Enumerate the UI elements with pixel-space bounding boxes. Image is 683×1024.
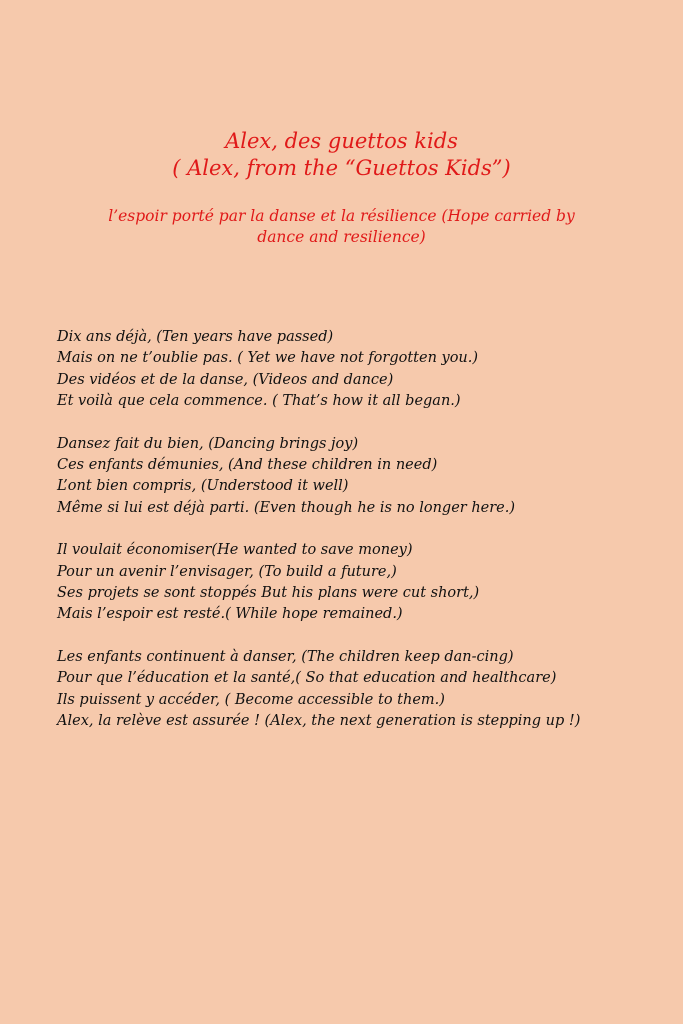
title-line-1: Alex, des guettos kids	[225, 129, 458, 153]
poem-line: Alex, la relève est assurée ! (Alex, the next generation is stepping up !)	[57, 713, 581, 730]
poem-line: Mais l’espoir est resté.( While hope remained.)	[57, 606, 403, 623]
poem-line: Même si lui est déjà parti. (Even though he is no longer here.)	[57, 499, 516, 516]
title-line-2: ( Alex, from the “Guettos Kids”)	[172, 156, 511, 180]
poem-line: Il voulait économiser(He wanted to save money)	[57, 542, 413, 559]
subtitle: l’espoir porté par la danse et la résilience (Hope carried by dance and resilience)	[108, 207, 575, 246]
poem-line: Des vidéos et de la danse, (Videos and dance)	[57, 371, 394, 388]
poem-line: Dansez fait du bien, (Dancing brings joy)	[57, 435, 359, 452]
poem-body	[57, 327, 637, 754]
title	[0, 128, 683, 182]
poem-line: Ces enfants démunies, (And these children in need)	[57, 457, 438, 474]
poem-line: Pour que l’éducation et la santé,( So that education and healthcare)	[57, 670, 557, 687]
poem-line: Ils puissent y accéder, ( Become accessible to them.)	[57, 691, 445, 708]
stanza-4	[57, 647, 637, 733]
poem-line: Mais on ne t’oublie pas. ( Yet we have not forgotten you.)	[57, 350, 479, 367]
stanza-2	[57, 434, 637, 520]
stanza-3	[57, 540, 637, 626]
poem-line: Et voilà que cela commence. ( That’s how it all began.)	[57, 393, 461, 410]
poem-line: Les enfants continuent à danser, (The children keep dan-cing)	[57, 648, 514, 665]
poem-line: Pour un avenir l’envisager, (To build a future,)	[57, 563, 397, 580]
stanza-1	[57, 327, 637, 413]
poem-line: Ses projets se sont stoppés But his plans were cut short,)	[57, 585, 480, 602]
poem-line: L’ont bien compris, (Understood it well)	[57, 478, 349, 495]
poem-line: Dix ans déjà, (Ten years have passed)	[57, 329, 334, 345]
